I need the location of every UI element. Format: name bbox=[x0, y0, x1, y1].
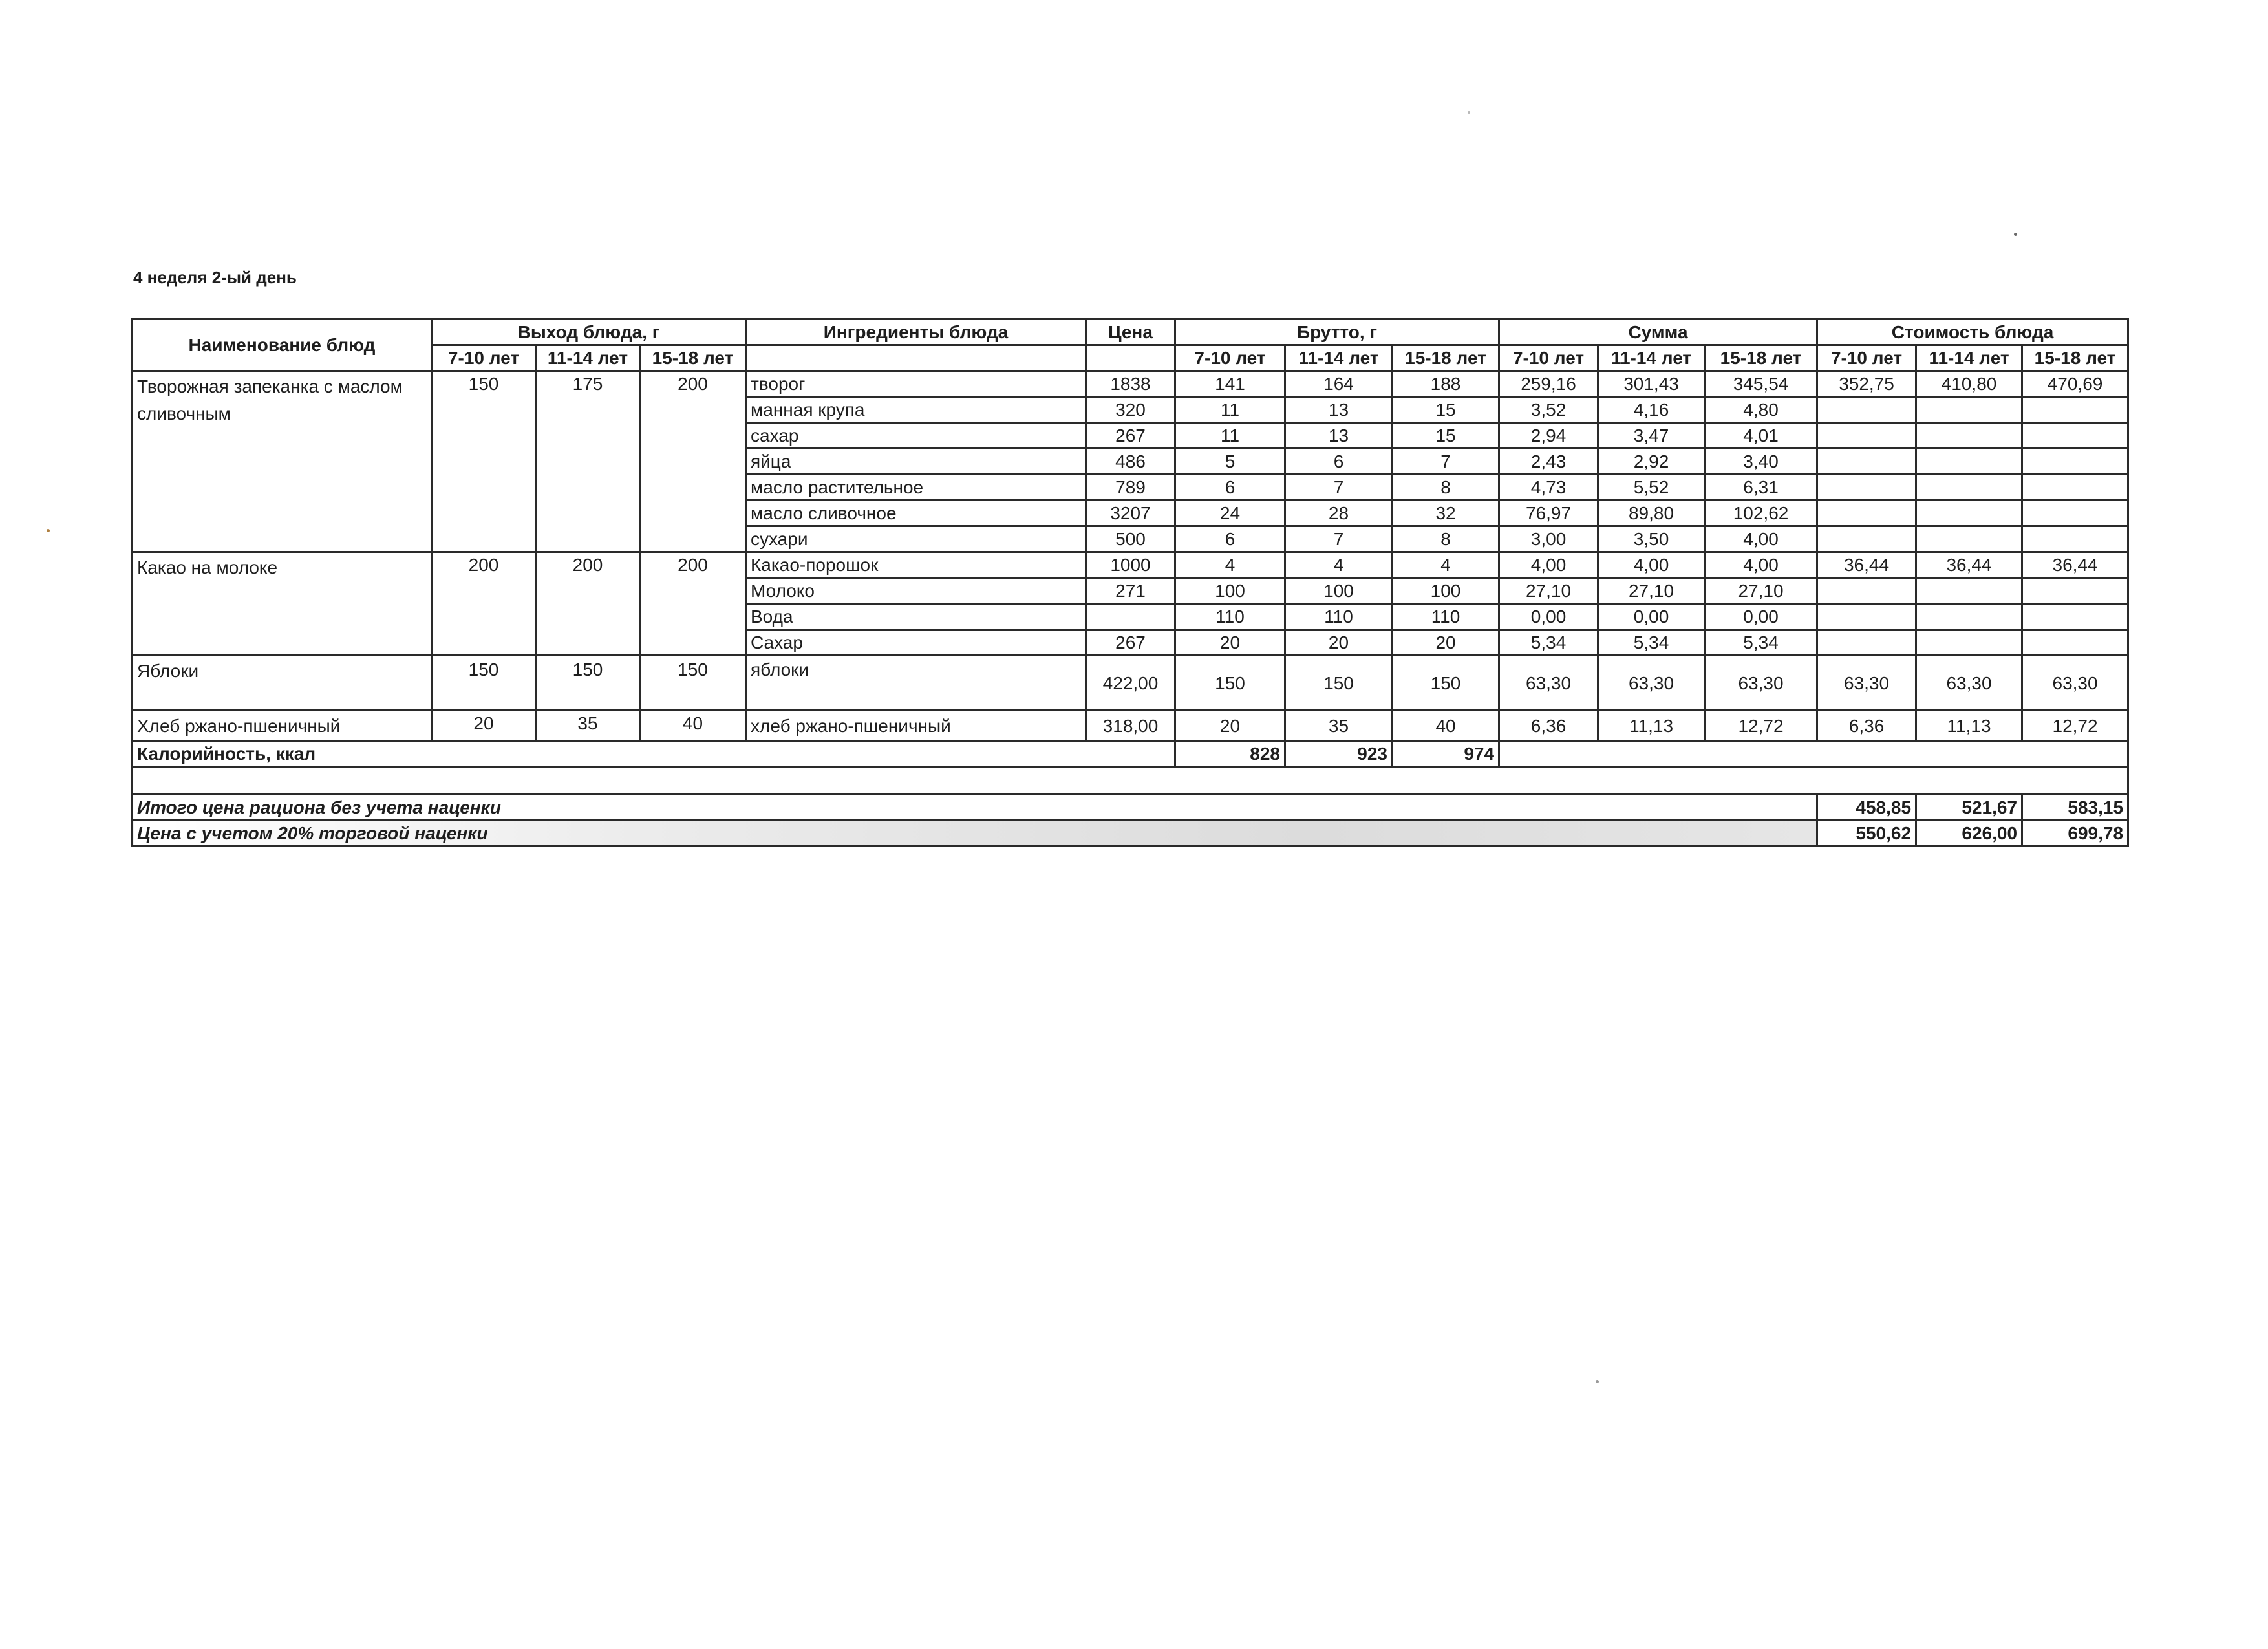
ingredient-gross: 141 bbox=[1175, 371, 1285, 397]
empty-cell bbox=[1916, 397, 2022, 423]
empty-cell bbox=[2022, 423, 2128, 449]
ingredient-gross: 100 bbox=[1175, 578, 1285, 604]
dish-output: 200 bbox=[640, 552, 746, 656]
header-output: Выход блюда, г bbox=[432, 319, 746, 345]
ingredient-gross: 4 bbox=[1285, 552, 1393, 578]
header-age-group: 11-14 лет bbox=[536, 345, 640, 371]
ingredient-price: 267 bbox=[1086, 630, 1175, 656]
header-sum: Сумма bbox=[1499, 319, 1817, 345]
header-row bbox=[133, 319, 2128, 345]
empty-cell bbox=[1916, 423, 2022, 449]
header-age-group: 15-18 лет bbox=[640, 345, 746, 371]
header-ingredients: Ингредиенты блюда bbox=[746, 319, 1086, 345]
dish-name: Хлеб ржано-пшеничный bbox=[133, 711, 432, 741]
empty-cell bbox=[1817, 630, 1916, 656]
ingredient-name: сухари bbox=[746, 526, 1086, 552]
empty-cell bbox=[1817, 501, 1916, 526]
total-no-markup-label: Итого цена рациона без учета наценки bbox=[133, 795, 1817, 821]
ingredient-sum: 27,10 bbox=[1499, 578, 1598, 604]
ingredient-sum: 3,50 bbox=[1598, 526, 1705, 552]
empty-cell bbox=[2022, 604, 2128, 630]
ingredient-name: масло растительное bbox=[746, 475, 1086, 501]
ingredient-gross: 5 bbox=[1175, 449, 1285, 475]
ingredient-gross: 11 bbox=[1175, 397, 1285, 423]
empty-cell bbox=[1916, 475, 2022, 501]
empty-cell bbox=[1916, 501, 2022, 526]
dish-name: Творожная запеканка с маслом сливочным bbox=[133, 371, 432, 552]
ingredient-gross: 20 bbox=[1285, 630, 1393, 656]
ingredient-price: 1838 bbox=[1086, 371, 1175, 397]
ingredient-name: творог bbox=[746, 371, 1086, 397]
dish-name: Яблоки bbox=[133, 656, 432, 711]
dish-cost: 352,75 bbox=[1817, 371, 1916, 397]
ingredient-gross: 100 bbox=[1393, 578, 1499, 604]
dish-cost: 470,69 bbox=[2022, 371, 2128, 397]
ingredient-sum: 4,00 bbox=[1598, 552, 1705, 578]
ingredient-gross: 20 bbox=[1393, 630, 1499, 656]
ingredient-name: Сахар bbox=[746, 630, 1086, 656]
ingredient-sum: 4,73 bbox=[1499, 475, 1598, 501]
ingredient-name: Вода bbox=[746, 604, 1086, 630]
ingredient-gross: 13 bbox=[1285, 397, 1393, 423]
ingredient-name: Молоко bbox=[746, 578, 1086, 604]
ingredient-gross: 150 bbox=[1393, 656, 1499, 711]
ingredient-sum: 27,10 bbox=[1705, 578, 1817, 604]
total-with-markup-row bbox=[133, 821, 2128, 846]
ingredient-gross: 6 bbox=[1285, 449, 1393, 475]
ingredient-gross: 35 bbox=[1285, 711, 1393, 741]
ingredient-gross: 6 bbox=[1175, 526, 1285, 552]
empty-cell bbox=[2022, 630, 2128, 656]
ingredient-price: 1000 bbox=[1086, 552, 1175, 578]
dish-output: 175 bbox=[536, 371, 640, 552]
ingredient-gross: 4 bbox=[1393, 552, 1499, 578]
ingredient-name: хлеб ржано-пшеничный bbox=[746, 711, 1086, 741]
page-title: 4 неделя 2-ый день bbox=[133, 268, 297, 287]
dish-output: 150 bbox=[640, 656, 746, 711]
ingredient-sum: 4,00 bbox=[1499, 552, 1598, 578]
header-dish-cost: Стоимость блюда bbox=[1817, 319, 2128, 345]
total-with-markup-value: 626,00 bbox=[1916, 821, 2022, 846]
ingredient-gross: 20 bbox=[1175, 630, 1285, 656]
ingredient-gross: 110 bbox=[1285, 604, 1393, 630]
empty-cell bbox=[1817, 423, 1916, 449]
dish-output: 150 bbox=[432, 656, 536, 711]
ingredient-sum: 89,80 bbox=[1598, 501, 1705, 526]
ingredient-gross: 28 bbox=[1285, 501, 1393, 526]
ingredient-gross: 8 bbox=[1393, 475, 1499, 501]
ingredient-name: манная крупа bbox=[746, 397, 1086, 423]
ingredient-sum: 5,34 bbox=[1705, 630, 1817, 656]
ingredient-gross: 13 bbox=[1285, 423, 1393, 449]
header-age-group: 15-18 лет bbox=[1393, 345, 1499, 371]
ingredient-sum: 63,30 bbox=[1598, 656, 1705, 711]
menu-cost-table bbox=[131, 318, 2129, 847]
total-with-markup-value: 699,78 bbox=[2022, 821, 2128, 846]
ingredient-sum: 259,16 bbox=[1499, 371, 1598, 397]
ingredient-gross: 188 bbox=[1393, 371, 1499, 397]
ingredient-gross: 100 bbox=[1285, 578, 1393, 604]
calories-value: 828 bbox=[1175, 741, 1285, 767]
dish-cost: 12,72 bbox=[2022, 711, 2128, 741]
header-blank bbox=[746, 345, 1086, 371]
ingredient-sum: 2,92 bbox=[1598, 449, 1705, 475]
header-dish-name: Наименование блюд bbox=[133, 319, 432, 371]
header-age-group: 11-14 лет bbox=[1916, 345, 2022, 371]
empty-cell bbox=[1916, 449, 2022, 475]
ingredient-sum: 63,30 bbox=[1499, 656, 1598, 711]
ingredient-sum: 27,10 bbox=[1598, 578, 1705, 604]
ingredient-sum: 0,00 bbox=[1499, 604, 1598, 630]
total-with-markup-label: Цена с учетом 20% торговой наценки bbox=[133, 821, 1817, 846]
ingredient-price: 320 bbox=[1086, 397, 1175, 423]
ingredient-sum: 4,01 bbox=[1705, 423, 1817, 449]
ingredient-sum: 3,47 bbox=[1598, 423, 1705, 449]
ingredient-sum: 63,30 bbox=[1705, 656, 1817, 711]
ingredient-sum: 0,00 bbox=[1598, 604, 1705, 630]
ingredient-sum: 4,00 bbox=[1705, 526, 1817, 552]
dish-cost: 63,30 bbox=[1817, 656, 1916, 711]
empty-cell bbox=[1817, 526, 1916, 552]
dish-cost: 63,30 bbox=[1916, 656, 2022, 711]
ingredient-name: яйца bbox=[746, 449, 1086, 475]
empty-cell bbox=[1916, 578, 2022, 604]
ingredient-name: Какао-порошок bbox=[746, 552, 1086, 578]
ingredient-gross: 110 bbox=[1393, 604, 1499, 630]
ingredient-price: 318,00 bbox=[1086, 711, 1175, 741]
ingredient-sum: 301,43 bbox=[1598, 371, 1705, 397]
header-age-group: 7-10 лет bbox=[1499, 345, 1598, 371]
header-age-group: 7-10 лет bbox=[1175, 345, 1285, 371]
ingredient-sum: 11,13 bbox=[1598, 711, 1705, 741]
header-row bbox=[133, 345, 2128, 371]
ingredient-gross: 150 bbox=[1285, 656, 1393, 711]
empty-cell bbox=[2022, 397, 2128, 423]
empty-cell bbox=[1817, 397, 1916, 423]
dish-output: 150 bbox=[432, 371, 536, 552]
header-price: Цена bbox=[1086, 319, 1175, 345]
ingredient-price: 271 bbox=[1086, 578, 1175, 604]
dish-cost: 63,30 bbox=[2022, 656, 2128, 711]
empty-cell bbox=[1916, 604, 2022, 630]
dish-output: 40 bbox=[640, 711, 746, 741]
scan-speck bbox=[47, 529, 50, 532]
ingredient-gross: 150 bbox=[1175, 656, 1285, 711]
ingredient-price: 422,00 bbox=[1086, 656, 1175, 711]
dish-output: 150 bbox=[536, 656, 640, 711]
ingredient-price: 3207 bbox=[1086, 501, 1175, 526]
ingredient-gross: 4 bbox=[1175, 552, 1285, 578]
ingredient-name: сахар bbox=[746, 423, 1086, 449]
calories-label: Калорийность, ккал bbox=[133, 741, 1175, 767]
dish-output: 20 bbox=[432, 711, 536, 741]
scan-speck bbox=[1468, 111, 1470, 114]
ingredient-gross: 7 bbox=[1285, 475, 1393, 501]
dish-cost: 36,44 bbox=[2022, 552, 2128, 578]
ingredient-gross: 8 bbox=[1393, 526, 1499, 552]
ingredient-price: 500 bbox=[1086, 526, 1175, 552]
header-age-group: 7-10 лет bbox=[432, 345, 536, 371]
total-with-markup-value: 550,62 bbox=[1817, 821, 1916, 846]
table-row bbox=[133, 656, 2128, 711]
header-age-group: 7-10 лет bbox=[1817, 345, 1916, 371]
empty-cell bbox=[2022, 475, 2128, 501]
table-row bbox=[133, 711, 2128, 741]
ingredient-sum: 5,34 bbox=[1598, 630, 1705, 656]
total-no-markup-value: 583,15 bbox=[2022, 795, 2128, 821]
scan-speck bbox=[1596, 1380, 1599, 1383]
total-no-markup-row bbox=[133, 795, 2128, 821]
total-no-markup-value: 458,85 bbox=[1817, 795, 1916, 821]
dish-output: 200 bbox=[640, 371, 746, 552]
ingredient-gross: 7 bbox=[1285, 526, 1393, 552]
ingredient-sum: 76,97 bbox=[1499, 501, 1598, 526]
ingredient-sum: 0,00 bbox=[1705, 604, 1817, 630]
empty-cell bbox=[1499, 741, 2128, 767]
ingredient-sum: 3,00 bbox=[1499, 526, 1598, 552]
ingredient-name: яблоки bbox=[746, 656, 1086, 711]
ingredient-sum: 3,52 bbox=[1499, 397, 1598, 423]
ingredient-price: 789 bbox=[1086, 475, 1175, 501]
calories-value: 923 bbox=[1285, 741, 1393, 767]
ingredient-sum: 5,52 bbox=[1598, 475, 1705, 501]
ingredient-gross: 24 bbox=[1175, 501, 1285, 526]
empty-cell bbox=[133, 767, 2128, 795]
dish-output: 35 bbox=[536, 711, 640, 741]
ingredient-name: масло сливочное bbox=[746, 501, 1086, 526]
dish-cost: 410,80 bbox=[1916, 371, 2022, 397]
ingredient-sum: 2,43 bbox=[1499, 449, 1598, 475]
ingredient-sum: 4,16 bbox=[1598, 397, 1705, 423]
ingredient-gross: 164 bbox=[1285, 371, 1393, 397]
header-age-group: 15-18 лет bbox=[2022, 345, 2128, 371]
empty-cell bbox=[1817, 578, 1916, 604]
ingredient-sum: 5,34 bbox=[1499, 630, 1598, 656]
ingredient-sum: 102,62 bbox=[1705, 501, 1817, 526]
empty-cell bbox=[2022, 501, 2128, 526]
ingredient-sum: 3,40 bbox=[1705, 449, 1817, 475]
ingredient-price bbox=[1086, 604, 1175, 630]
ingredient-sum: 6,36 bbox=[1499, 711, 1598, 741]
ingredient-sum: 2,94 bbox=[1499, 423, 1598, 449]
ingredient-price: 486 bbox=[1086, 449, 1175, 475]
header-blank bbox=[1086, 345, 1175, 371]
dish-cost: 11,13 bbox=[1916, 711, 2022, 741]
header-age-group: 15-18 лет bbox=[1705, 345, 1817, 371]
ingredient-gross: 15 bbox=[1393, 423, 1499, 449]
empty-cell bbox=[1916, 630, 2022, 656]
dish-output: 200 bbox=[432, 552, 536, 656]
empty-cell bbox=[2022, 526, 2128, 552]
ingredient-gross: 32 bbox=[1393, 501, 1499, 526]
ingredient-gross: 15 bbox=[1393, 397, 1499, 423]
empty-cell bbox=[2022, 449, 2128, 475]
dish-name: Какао на молоке bbox=[133, 552, 432, 656]
ingredient-gross: 20 bbox=[1175, 711, 1285, 741]
ingredient-sum: 4,80 bbox=[1705, 397, 1817, 423]
ingredient-gross: 110 bbox=[1175, 604, 1285, 630]
ingredient-gross: 40 bbox=[1393, 711, 1499, 741]
header-age-group: 11-14 лет bbox=[1598, 345, 1705, 371]
ingredient-sum: 4,00 bbox=[1705, 552, 1817, 578]
empty-cell bbox=[1817, 475, 1916, 501]
dish-cost: 36,44 bbox=[1916, 552, 2022, 578]
total-no-markup-value: 521,67 bbox=[1916, 795, 2022, 821]
header-gross: Брутто, г bbox=[1175, 319, 1499, 345]
header-age-group: 11-14 лет bbox=[1285, 345, 1393, 371]
ingredient-gross: 11 bbox=[1175, 423, 1285, 449]
calories-row bbox=[133, 741, 2128, 767]
dish-cost: 6,36 bbox=[1817, 711, 1916, 741]
empty-cell bbox=[1817, 604, 1916, 630]
calories-value: 974 bbox=[1393, 741, 1499, 767]
scan-speck bbox=[2014, 233, 2017, 236]
empty-cell bbox=[2022, 578, 2128, 604]
dish-cost: 36,44 bbox=[1817, 552, 1916, 578]
blank-row bbox=[133, 767, 2128, 795]
ingredient-sum: 345,54 bbox=[1705, 371, 1817, 397]
table-row bbox=[133, 552, 2128, 578]
empty-cell bbox=[1817, 449, 1916, 475]
ingredient-price: 267 bbox=[1086, 423, 1175, 449]
table-row bbox=[133, 371, 2128, 397]
ingredient-sum: 6,31 bbox=[1705, 475, 1817, 501]
empty-cell bbox=[1916, 526, 2022, 552]
ingredient-gross: 6 bbox=[1175, 475, 1285, 501]
ingredient-sum: 12,72 bbox=[1705, 711, 1817, 741]
ingredient-gross: 7 bbox=[1393, 449, 1499, 475]
dish-output: 200 bbox=[536, 552, 640, 656]
